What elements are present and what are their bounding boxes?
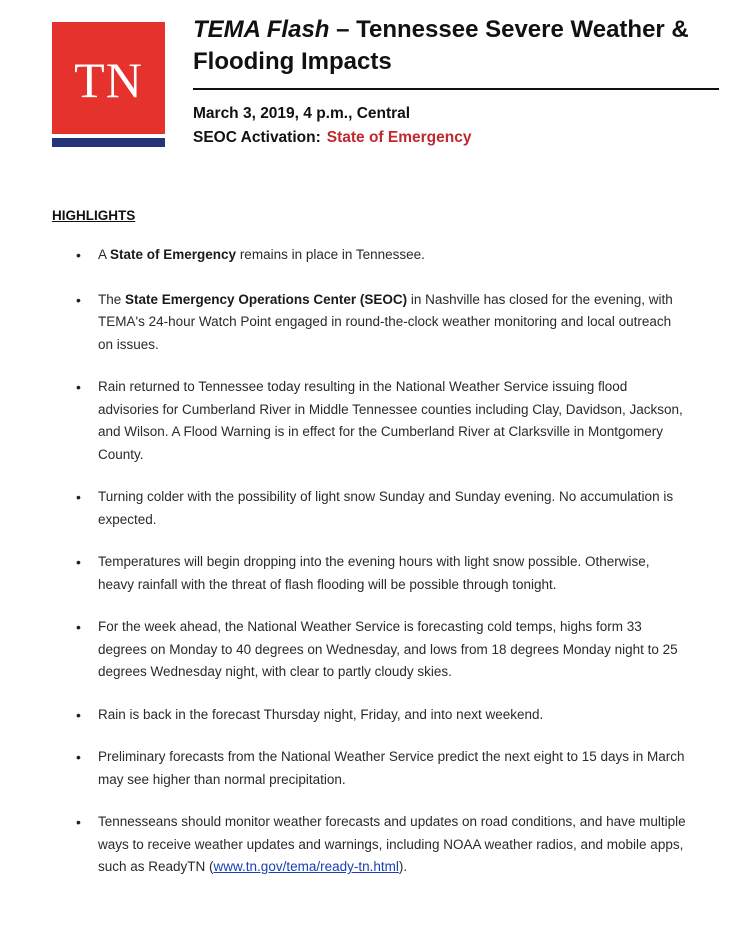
highlight-item bbox=[78, 244, 688, 267]
highlight-bold: State Emergency Operations Center (SEOC) bbox=[125, 291, 408, 307]
header-meta bbox=[193, 102, 471, 150]
highlight-text: A bbox=[98, 247, 111, 262]
logo-text: TN bbox=[74, 52, 143, 108]
highlight-text: For the week ahead, the National Weather Service is forecasting cold temps, highs form 33 degrees on Monday to 40 degrees on Wednesday, and lows from 18 degrees Monday night to 25 degrees Wednesday night, with clear to partly cloudy skies. bbox=[98, 619, 678, 679]
highlights-list bbox=[78, 244, 688, 879]
highlight-item bbox=[78, 704, 688, 727]
page-title bbox=[193, 14, 723, 78]
highlight-item bbox=[78, 811, 688, 879]
date-line: March 3, 2019, 4 p.m., Central bbox=[193, 105, 411, 122]
highlight-text: Preliminary forecasts from the National Weather Service predict the next eight to 15 days in March may see higher than normal precipitation. bbox=[98, 749, 685, 787]
highlight-item bbox=[78, 551, 688, 596]
seoc-line bbox=[193, 126, 471, 150]
highlight-item bbox=[78, 616, 688, 684]
logo-underbar bbox=[52, 138, 165, 147]
highlight-bold: State of Emergency bbox=[110, 247, 237, 262]
title-rest: – Tennessee Severe Weather & Flooding Impacts bbox=[193, 16, 689, 75]
title-italic: TEMA Flash bbox=[193, 16, 330, 43]
highlight-text: The bbox=[98, 291, 126, 307]
seoc-status: State of Emergency bbox=[326, 129, 472, 146]
highlight-text: Temperatures will begin dropping into the evening hours with light snow possible. Otherwise, heavy rainfall with the threat of flash flooding will be possible through tonight. bbox=[98, 554, 650, 592]
highlight-text: remains in place in Tennessee. bbox=[236, 247, 425, 262]
highlight-text: Tennesseans should monitor weather forecasts and updates on road conditions, and have multiple ways to receive weather updates and warnings, including NOAA weather radios, and mobile apps, such as ReadyTN ( bbox=[98, 814, 686, 874]
ready-tn-link[interactable]: www.tn.gov/tema/ready-tn.html bbox=[213, 859, 399, 874]
highlight-text: ). bbox=[398, 859, 408, 874]
highlight-text: Rain returned to Tennessee today resulting in the National Weather Service issuing flood advisories for Cumberland River in Middle Tennessee counties including Clay, Davidson, Jackson, and Wilson. A Flood Warning is in effect for the Cumberland River at Clarksville in Montgomery County. bbox=[98, 379, 683, 462]
seoc-label: SEOC Activation: bbox=[193, 129, 321, 146]
highlight-item bbox=[78, 486, 688, 531]
title-divider bbox=[193, 88, 719, 90]
highlight-text: Turning colder with the possibility of light snow Sunday and Sunday evening. No accumulation is expected. bbox=[98, 489, 674, 527]
section-title-highlights: HIGHLIGHTS bbox=[52, 208, 136, 223]
highlight-item bbox=[78, 376, 688, 466]
tn-logo bbox=[52, 22, 165, 134]
highlight-text: Rain is back in the forecast Thursday night, Friday, and into next weekend. bbox=[98, 706, 544, 722]
highlight-item bbox=[78, 746, 688, 791]
highlight-item bbox=[78, 289, 688, 357]
highlight-text: in Nashville has closed for the evening, with TEMA's 24-hour Watch Point engaged in round-the-clock weather monitoring and local outreach on issues. bbox=[98, 291, 673, 352]
